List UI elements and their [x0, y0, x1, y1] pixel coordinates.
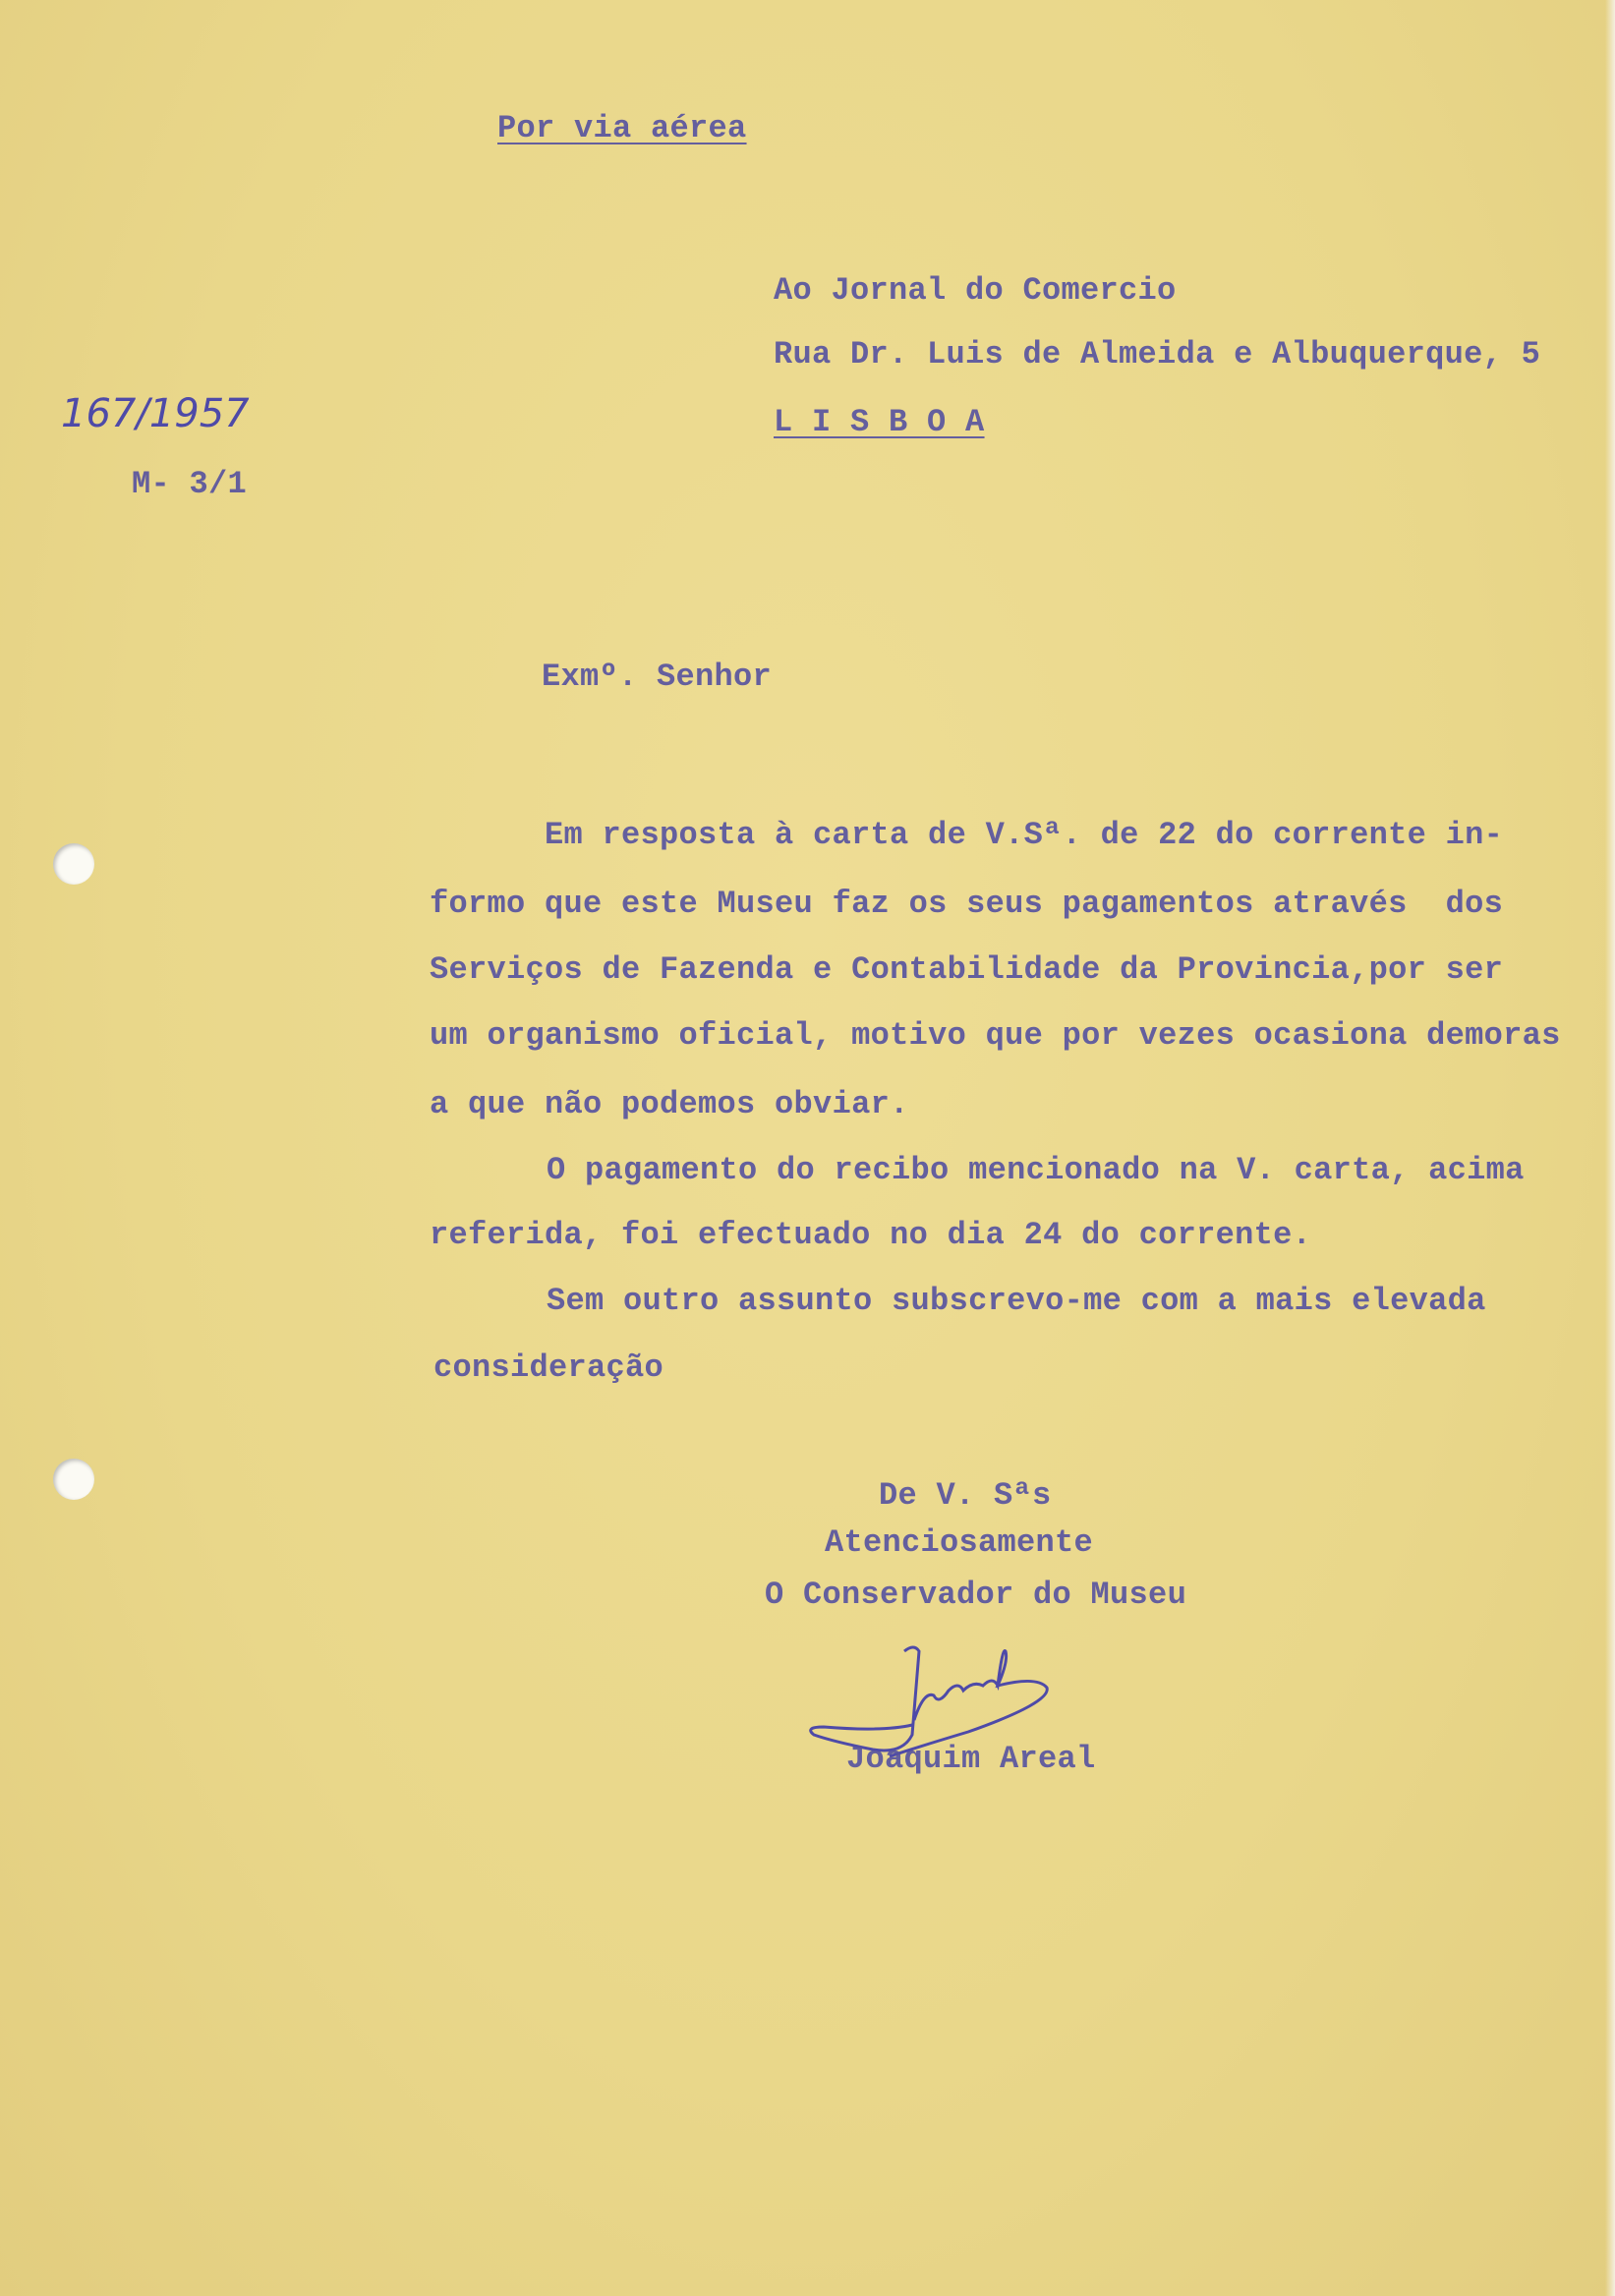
body-line: O pagamento do recibo mencionado na V. carta, acima — [547, 1152, 1525, 1188]
body-line: consideração — [433, 1349, 664, 1386]
recipient-line1: Ao Jornal do Comercio — [774, 272, 1177, 309]
body-line: formo que este Museu faz os seus pagamentos através dos — [430, 886, 1504, 922]
handwritten-reference: 167/1957 — [61, 391, 250, 436]
recipient-city: L I S B O A — [774, 404, 985, 440]
signatory-name: Joaquim Areal — [846, 1741, 1096, 1777]
punch-hole — [53, 1459, 94, 1500]
recipient-line2: Rua Dr. Luis de Almeida e Albuquerque, 5 — [774, 336, 1541, 373]
body-line: referida, foi efectuado no dia 24 do corrente. — [430, 1217, 1312, 1253]
body-line: Em resposta à carta de V.Sª. de 22 do corrente in- — [545, 817, 1504, 853]
body-line: Serviços de Fazenda e Contabilidade da Provincia,por ser — [430, 951, 1504, 988]
airmail-note: Por via aérea — [497, 110, 747, 146]
closing-line3: O Conservador do Museu — [765, 1577, 1187, 1613]
closing-line1: De V. Sªs — [879, 1477, 1052, 1514]
punch-hole — [53, 843, 94, 885]
salutation: Exmº. Senhor — [542, 659, 773, 695]
body-line: a que não podemos obviar. — [430, 1086, 909, 1122]
closing-line2: Atenciosamente — [825, 1524, 1094, 1561]
paper-edge — [1605, 0, 1615, 2296]
reference-code: M- 3/1 — [132, 466, 248, 502]
body-line: Sem outro assunto subscrevo-me com a mais elevada — [547, 1283, 1486, 1319]
body-line: um organismo oficial, motivo que por vezes ocasiona demoras — [430, 1017, 1561, 1054]
